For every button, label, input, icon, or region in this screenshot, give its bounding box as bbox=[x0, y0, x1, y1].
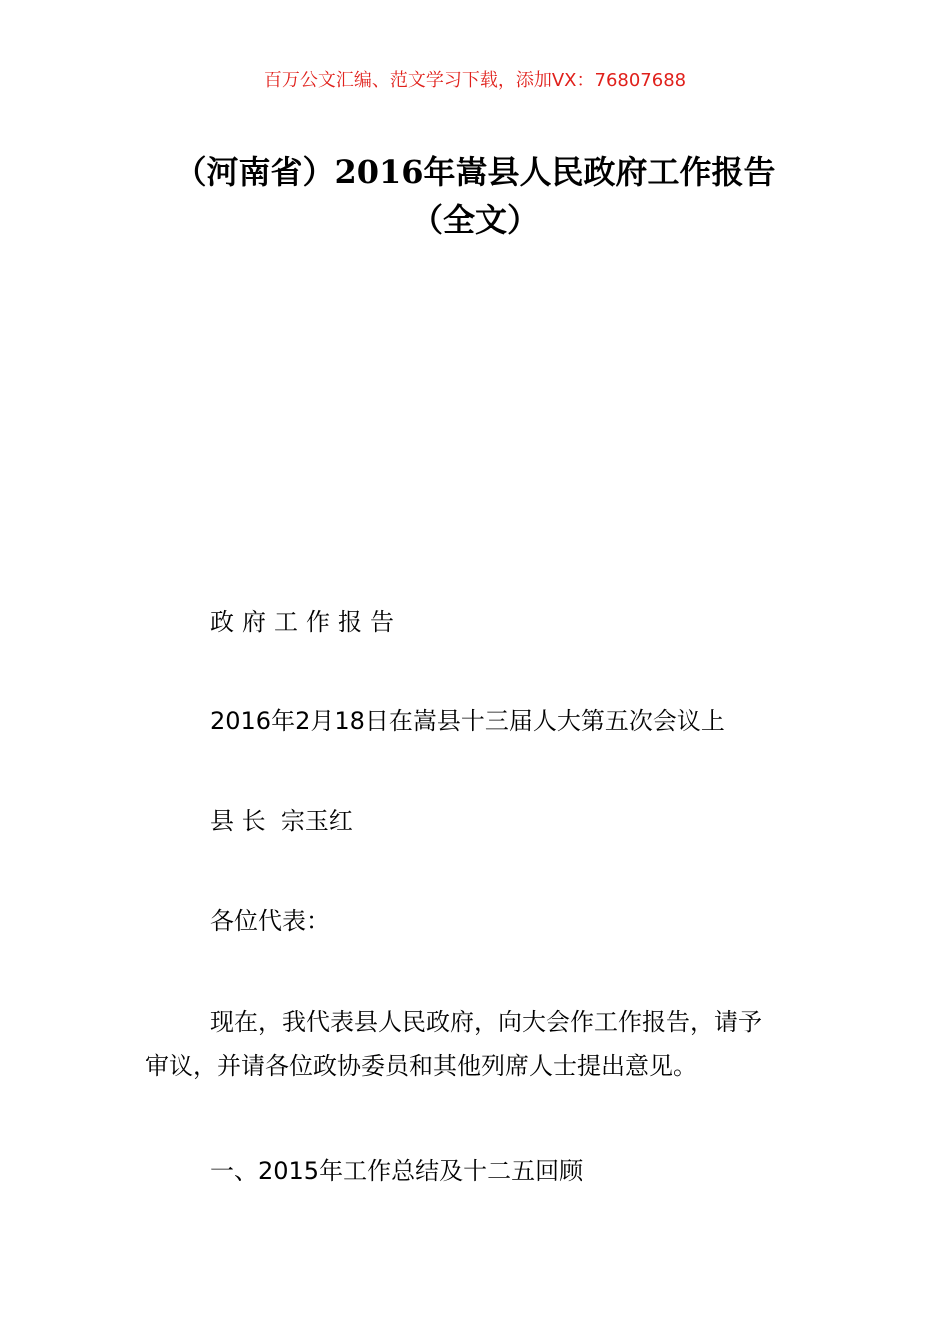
title-line-1: （河南省）2016年嵩县人民政府工作报告 bbox=[174, 153, 776, 191]
salutation: 各位代表： bbox=[210, 907, 330, 935]
section-heading-1: 一、2015年工作总结及十二五回顾 bbox=[210, 1157, 584, 1185]
watermark-header: 百万公文汇编、范文学习下载，添加VX：76807688 bbox=[263, 70, 687, 91]
report-heading: 政府工作报告 bbox=[210, 608, 402, 636]
date-line: 2016年2月18日在嵩县十三届人大第五次会议上 bbox=[210, 707, 725, 735]
title-line-2: （全文） bbox=[410, 201, 539, 239]
paragraph-1 bbox=[145, 1000, 810, 1088]
paragraph-1-line-2: 审议，并请各位政协委员和其他列席人士提出意见。 bbox=[145, 1052, 697, 1080]
paragraph-1-line-1: 现在，我代表县人民政府，向大会作工作报告，请予 bbox=[210, 1008, 762, 1036]
speaker-line: 县 长 宗玉红 bbox=[210, 807, 353, 835]
document-title bbox=[100, 148, 850, 244]
